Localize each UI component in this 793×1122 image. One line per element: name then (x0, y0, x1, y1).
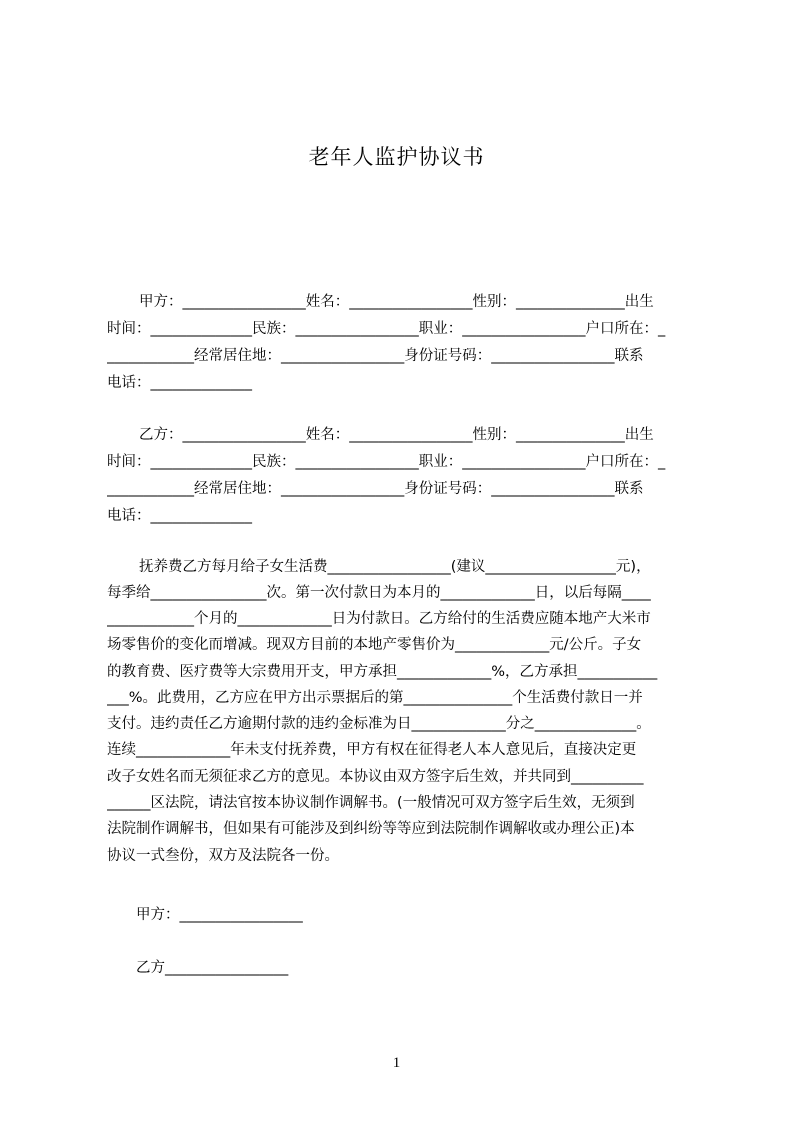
party-a-line-3: ____________经常居住地：_________________身份证号码：_________________联系 (107, 348, 644, 364)
party-b-line-1: 乙方：_________________姓名：_________________性别：_______________出生 (139, 427, 654, 443)
signature-party-a: 甲方：_________________ (136, 907, 303, 923)
party-b-line-2: 时间：______________民族：_________________职业：_________________户口所在：_ (107, 454, 666, 470)
paragraph-line: 的教育费、医疗费等大宗费用开支，甲方承担_____________%，乙方承担___________ (107, 664, 658, 680)
party-b-line-3: ____________经常居住地：_________________身份证号码：_________________联系 (107, 481, 644, 497)
paragraph-line: 改子女姓名而无须征求乙方的意见。本协议由双方签字后生效，并共同到__________ (107, 769, 644, 785)
party-b-line-4: 电话：______________ (107, 508, 252, 524)
paragraph-line: 场零售价的变化而增减。现双方目前的本地产零售价为_____________元/公斤。子女 (107, 637, 642, 653)
paragraph-line: 法院制作调解书，但如果有可能涉及到纠纷等等应到法院制作调解收或办理公正)本 (107, 821, 635, 837)
paragraph-line: 抚养费乙方每月给子女生活费_________________(建议__________________元)， (139, 559, 651, 575)
party-a-line-2: 时间：______________民族：_________________职业：_________________户口所在：_ (107, 321, 666, 337)
paragraph-line: ____________个月的_____________日为付款日。乙方给付的生活费应随本地产大米市 (107, 611, 651, 627)
party-a-line-1: 甲方：_________________姓名：_________________性别：_______________出生 (139, 294, 654, 310)
paragraph-line: 连续_____________年未支付抚养费，甲方有权在征得老人本人意见后，直接决定更 (107, 742, 637, 758)
page-number: 1 (392, 1055, 401, 1071)
paragraph-line: ______区法院，请法官按本协议制作调解书。(一般情况可双方签字后生效，无须到 (107, 795, 635, 811)
party-a-line-4: 电话：______________ (107, 375, 252, 391)
document-title: 老年人监护协议书 (308, 145, 485, 169)
paragraph-line: 协议一式叁份，双方及法院各一份。 (107, 848, 339, 864)
paragraph-line: ___%。此费用，乙方应在甲方出示票据后的第_______________个生活费付款日一并 (107, 690, 643, 706)
paragraph-line: 每季给________________次。第一次付款日为本月的_____________日，以后每隔____ (107, 585, 651, 601)
paragraph-line: 支付。违约责任乙方逾期付款的违约金标准为日_____________分之______________。 (107, 716, 651, 732)
signature-party-b: 乙方_________________ (136, 960, 289, 976)
